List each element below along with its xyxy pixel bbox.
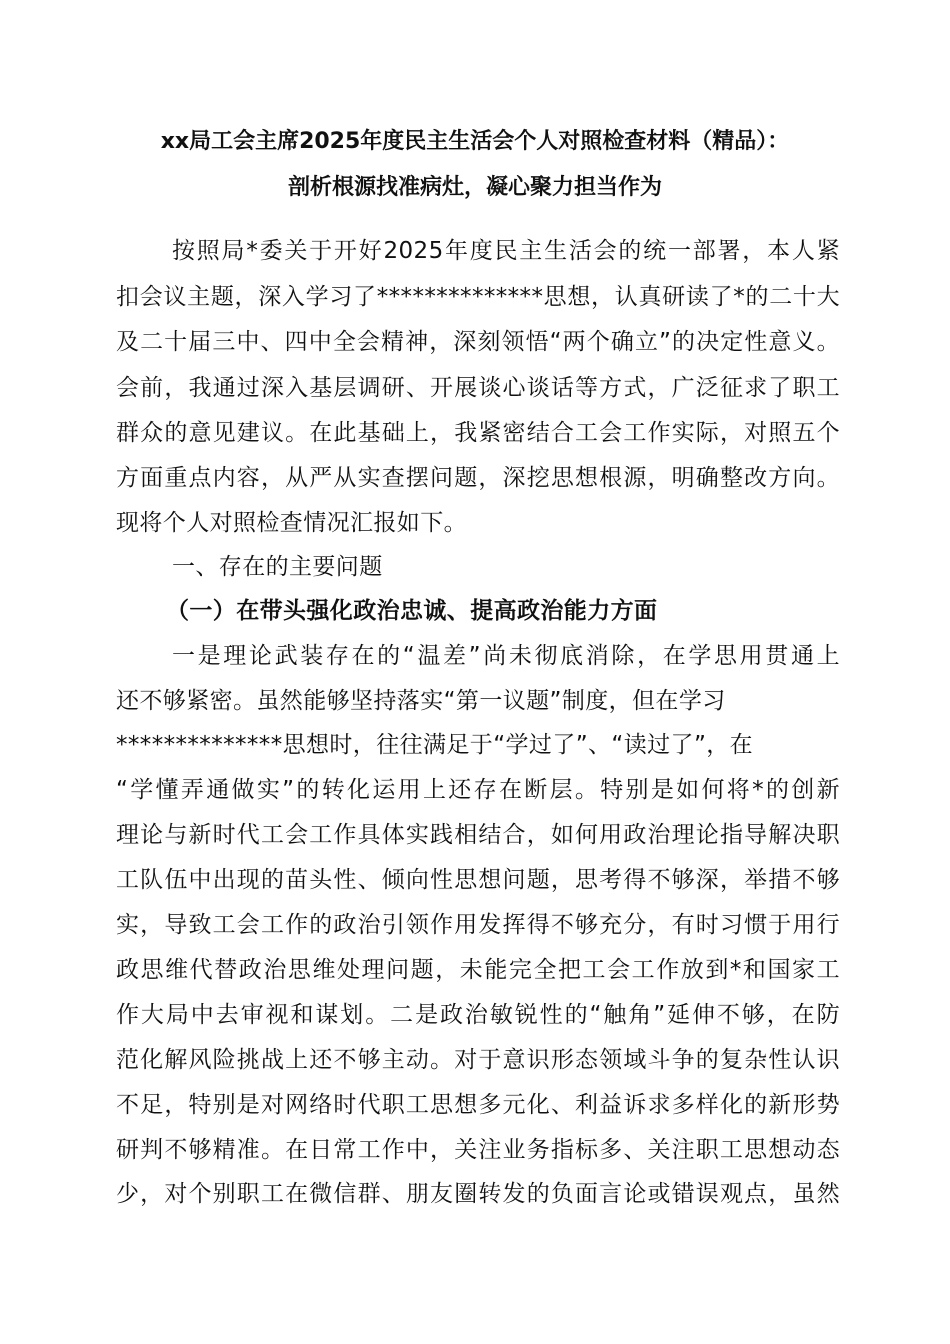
body-line: 工队伍中出现的苗头性、倾向性思想问题，思考得不够深，举措不够 xyxy=(116,867,840,893)
body-line: 研判不够精准。在日常工作中，关注业务指标多、关注职工思想动态 xyxy=(116,1137,840,1163)
body-line: 理论与新时代工会工作具体实践相结合，如何用政治理论指导解决职 xyxy=(116,822,840,848)
body-line: **************思想时，往往满足于“学过了”、“读过了”，在 xyxy=(116,732,754,758)
body-line: 一是理论武装存在的“温差”尚未彻底消除，在学思用贯通上 xyxy=(172,643,840,669)
body-line: 不足，特别是对网络时代职工思想多元化、利益诉求多样化的新形势 xyxy=(116,1092,840,1118)
body-line: “学懂弄通做实”的转化运用上还存在断层。特别是如何将*的创新 xyxy=(116,777,840,803)
intro-line: 及二十届三中、四中全会精神，深刻领悟“两个确立”的决定性意义。 xyxy=(116,329,840,355)
intro-line: 扣会议主题，深入学习了**************思想，认真研读了*的二十大 xyxy=(116,284,840,310)
intro-line: 群众的意见建议。在此基础上，我紧密结合工会工作实际，对照五个 xyxy=(116,420,840,446)
section-heading: 一、存在的主要问题 xyxy=(172,554,383,580)
body-line: 实，导致工会工作的政治引领作用发挥得不够充分，有时习惯于用行 xyxy=(116,912,840,938)
intro-line: 会前，我通过深入基层调研、开展谈心谈话等方式，广泛征求了职工 xyxy=(116,375,840,401)
document-title-line-1: xx局工会主席2025年度民主生活会个人对照检查材料（精品）： xyxy=(160,129,790,154)
body-line: 政思维代替政治思维处理问题，未能完全把工会工作放到*和国家工 xyxy=(116,957,840,983)
subsection-heading: （一）在带头强化政治忠诚、提高政治能力方面 xyxy=(166,598,658,624)
body-line: 范化解风险挑战上还不够主动。对于意识形态领域斗争的复杂性认识 xyxy=(116,1047,840,1073)
body-line: 还不够紧密。虽然能够坚持落实“第一议题”制度，但在学习 xyxy=(116,688,726,714)
body-line: 少，对个别职工在微信群、朋友圈转发的负面言论或错误观点，虽然 xyxy=(116,1181,840,1207)
body-line: 作大局中去审视和谋划。二是政治敏锐性的“触角”延伸不够，在防 xyxy=(116,1002,840,1028)
intro-line: 按照局*委关于开好2025年度民主生活会的统一部署，本人紧 xyxy=(172,238,840,264)
document-title-line-2: 剖析根源找准病灶，凝心聚力担当作为 xyxy=(287,175,662,200)
intro-line: 方面重点内容，从严从实查摆问题，深挖思想根源，明确整改方向。 xyxy=(116,465,840,491)
intro-line: 现将个人对照检查情况汇报如下。 xyxy=(116,510,467,536)
